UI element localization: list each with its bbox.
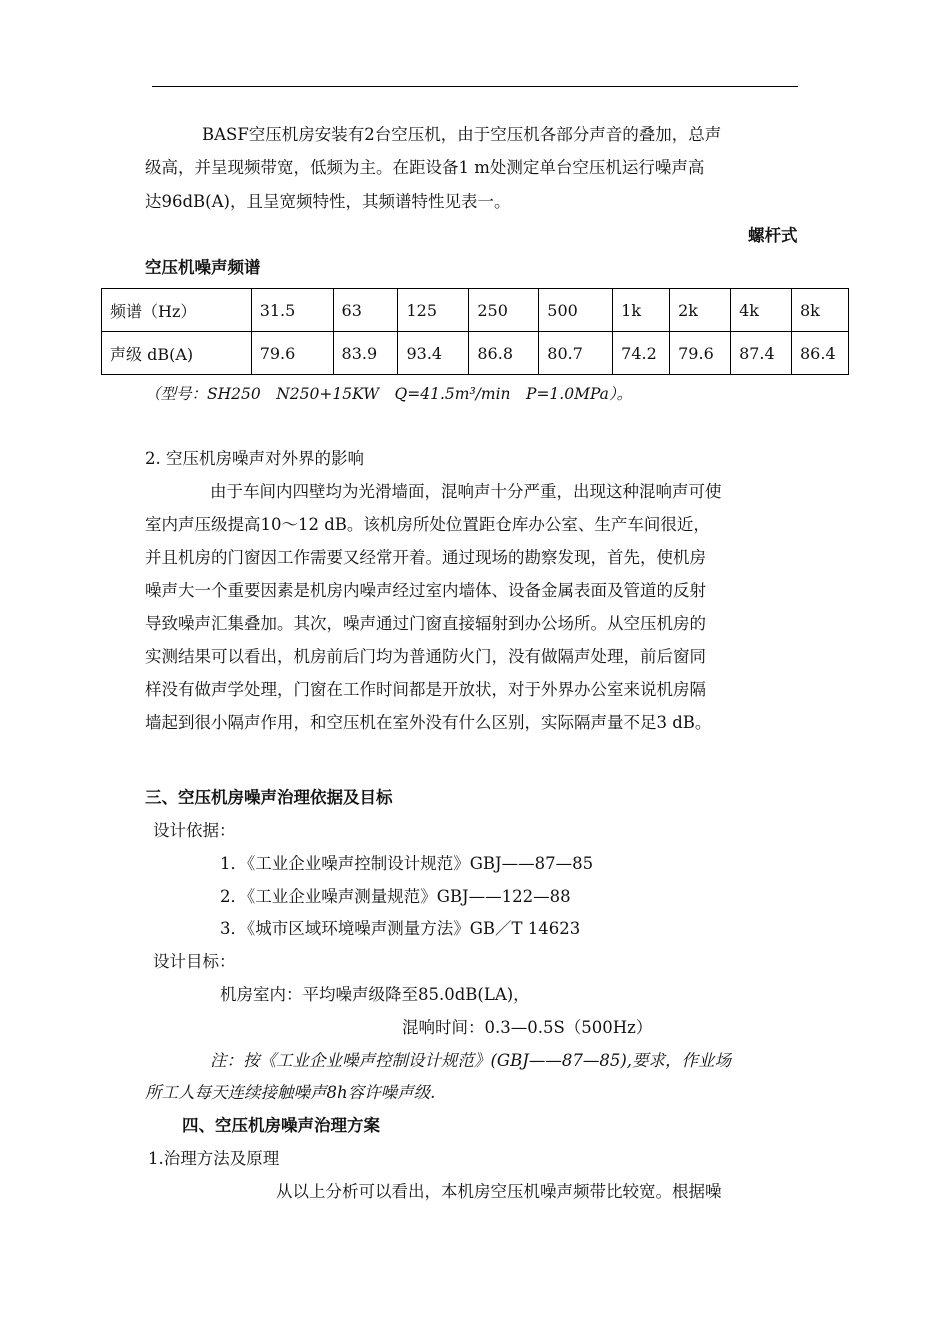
freq-cell: 4k bbox=[731, 289, 792, 332]
target-indoor: 机房室内：平均噪声级降至85.0dB(LA)， bbox=[220, 985, 530, 1004]
section4-subheading: 1.治理方法及原理 bbox=[148, 1149, 280, 1168]
section3-heading: 三、空压机房噪声治理依据及目标 bbox=[145, 788, 393, 807]
note-line-1: 注：按《工业企业噪声控制设计规范》(GBJ——87—85),要求，作业场 bbox=[210, 1051, 732, 1070]
level-cell: 79.6 bbox=[670, 332, 731, 375]
level-cell: 87.4 bbox=[731, 332, 792, 375]
level-cell: 86.4 bbox=[792, 332, 849, 375]
freq-cell: 125 bbox=[398, 289, 469, 332]
section4-line-1: 从以上分析可以看出，本机房空压机噪声频带比较宽。根据噪 bbox=[276, 1182, 722, 1201]
intro-line-2: 级高，并呈现频带宽，低频为主。在距设备1 m处测定单台空压机运行噪声高 bbox=[145, 158, 705, 177]
level-cell: 83.9 bbox=[333, 332, 398, 375]
freq-cell: 31.5 bbox=[251, 289, 333, 332]
level-cell: 80.7 bbox=[539, 332, 613, 375]
header-label-cell: 频谱（Hz） bbox=[102, 289, 252, 332]
level-cell: 74.2 bbox=[613, 332, 670, 375]
header-rule bbox=[152, 86, 798, 87]
intro-line-1: BASF空压机房安装有2台空压机，由于空压机各部分声音的叠加，总声 bbox=[202, 125, 722, 144]
spectrum-table bbox=[101, 288, 849, 375]
basis-label: 设计依据： bbox=[153, 821, 236, 840]
basis-item: 3．《城市区域环境噪声测量方法》GB／T 14623 bbox=[220, 919, 581, 938]
model-note: （型号：SH250 N250+15KW Q=41.5m³/min P=1.0MPa）。 bbox=[145, 385, 633, 403]
freq-cell: 250 bbox=[469, 289, 539, 332]
section2-line: 室内声压级提高10～12 dB。该机房所处位置距仓库办公室、生产车间很近， bbox=[145, 515, 710, 534]
row-label-cell: 声级 dB(A) bbox=[102, 332, 252, 375]
section2-line: 噪声大一个重要因素是机房内噪声经过室内墙体、设备金属表面及管道的反射 bbox=[145, 581, 706, 600]
frequency-row bbox=[102, 289, 849, 332]
note-line-2: 所工人每天连续接触噪声8h容许噪声级. bbox=[145, 1083, 436, 1102]
type-label: 螺杆式 bbox=[748, 226, 798, 245]
freq-cell: 500 bbox=[539, 289, 613, 332]
section2-line: 样没有做声学处理，门窗在工作时间都是开放状，对于外界办公室来说机房隔 bbox=[145, 680, 706, 699]
basis-item: 1．《工业企业噪声控制设计规范》GBJ——87—85 bbox=[220, 854, 594, 873]
section2-line: 并且机房的门窗因工作需要又经常开着。通过现场的勘察发现，首先，使机房 bbox=[145, 548, 706, 567]
section2-line: 实测结果可以看出，机房前后门均为普通防火门，没有做隔声处理，前后窗同 bbox=[145, 647, 706, 666]
freq-cell: 8k bbox=[792, 289, 849, 332]
freq-cell: 63 bbox=[333, 289, 398, 332]
target-reverb: 混响时间：0.3—0.5S（500Hz） bbox=[402, 1018, 653, 1037]
section2-line: 墙起到很小隔声作用，和空压机在室外没有什么区别，实际隔声量不足3 dB。 bbox=[145, 713, 712, 732]
section2-line: 由于车间内四壁均为光滑墙面，混响声十分严重，出现这种混响声可使 bbox=[210, 482, 722, 501]
freq-cell: 1k bbox=[613, 289, 670, 332]
basis-item: 2．《工业企业噪声测量规范》GBJ——122—88 bbox=[220, 887, 571, 906]
target-label: 设计目标： bbox=[153, 952, 236, 971]
section4-heading: 四、空压机房噪声治理方案 bbox=[182, 1116, 380, 1135]
table-title: 空压机噪声频谱 bbox=[145, 258, 261, 277]
level-cell: 79.6 bbox=[251, 332, 333, 375]
intro-line-3: 达96dB(A)，且呈宽频特性，其频谱特性见表一。 bbox=[145, 192, 511, 211]
freq-cell: 2k bbox=[670, 289, 731, 332]
level-cell: 93.4 bbox=[398, 332, 469, 375]
section2-heading: 2. 空压机房噪声对外界的影响 bbox=[145, 449, 364, 468]
level-row bbox=[102, 332, 849, 375]
section2-line: 导致噪声汇集叠加。其次，噪声通过门窗直接辐射到办公场所。从空压机房的 bbox=[145, 614, 706, 633]
level-cell: 86.8 bbox=[469, 332, 539, 375]
